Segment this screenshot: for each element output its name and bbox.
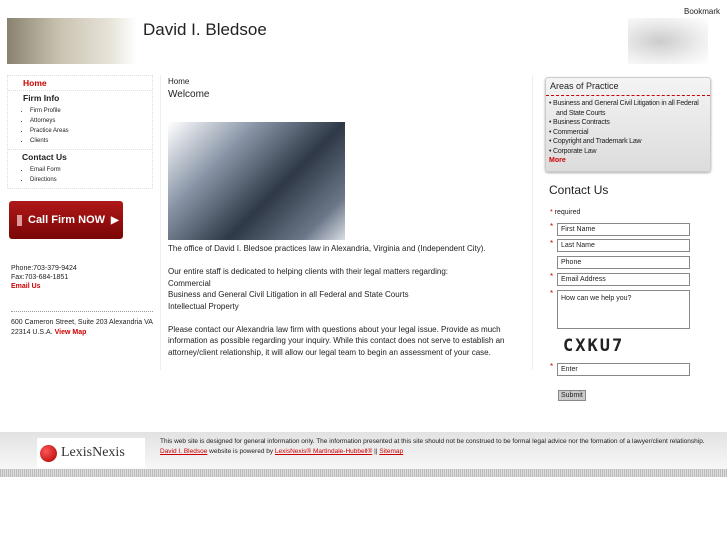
- nav-firm-profile[interactable]: • Firm Profile: [30, 106, 152, 116]
- divider: [532, 75, 533, 370]
- submit-button[interactable]: Submit: [558, 390, 586, 401]
- aop-item[interactable]: • Corporate Law: [549, 147, 707, 157]
- captcha-image: CXKU7: [563, 336, 625, 356]
- area-item: Business and General Civil Litigation in all Federal and State Courts: [168, 290, 409, 299]
- call-firm-label: Call Firm NOW: [28, 214, 106, 226]
- disclaimer: This web site is designed for general information only. The information presented at this site should not be construed to be formal legal advice nor the formation of a lawyer/client relationship.: [160, 438, 705, 445]
- divider: [160, 75, 161, 370]
- area-item: Intellectual Property: [168, 301, 239, 311]
- separator: ||: [374, 448, 378, 455]
- aop-item[interactable]: • Copyright and Trademark Law: [549, 137, 707, 147]
- page-title: David I. Bledsoe: [143, 20, 267, 39]
- fax-number: Fax:703-684-1851: [11, 274, 69, 281]
- martindale-link[interactable]: LexisNexis® Martindale-Hubbell®: [274, 448, 373, 455]
- required-star: *: [550, 239, 554, 248]
- powered-by: website is powered by: [209, 448, 274, 455]
- main-content: [168, 243, 528, 358]
- firm-link[interactable]: David I. Bledsoe: [160, 448, 208, 455]
- phone-input[interactable]: Phone: [557, 256, 690, 269]
- gavel-photo: [168, 122, 345, 240]
- lexisnexis-ball-icon: [40, 445, 57, 462]
- intro-text: The office of David I. Bledsoe practices law in Alexandria, Virginia and (Independent City).: [168, 244, 486, 253]
- nav-firm-info[interactable]: Firm Info: [23, 93, 60, 103]
- captcha-input[interactable]: Enter: [557, 363, 690, 376]
- nav-clients[interactable]: • Clients: [30, 136, 152, 146]
- required-star: *: [550, 272, 554, 281]
- required-star: *: [550, 289, 554, 298]
- aop-item[interactable]: • Commercial: [549, 128, 707, 138]
- welcome-heading: Welcome: [168, 89, 210, 100]
- nav-contact-us[interactable]: Contact Us: [22, 152, 67, 162]
- areas-of-practice-box: [545, 77, 711, 172]
- call-firm-button[interactable]: [9, 201, 123, 239]
- aop-item[interactable]: • Business Contracts: [549, 118, 707, 128]
- address: [11, 311, 153, 338]
- footer-band: [0, 469, 727, 477]
- view-map-link[interactable]: View Map: [54, 329, 87, 336]
- lexisnexis-logo[interactable]: [37, 438, 145, 468]
- email-us-link[interactable]: Email Us: [11, 283, 41, 290]
- contact-info: [11, 264, 77, 291]
- contact-heading: Contact Us: [549, 183, 609, 197]
- contact-text: Please contact our Alexandria law firm with questions about your legal issue. Provide as much information as possible regarding your inquiry. While this contact does not serve to establish an attorney/client relationship, it will allow our legal team to begin an assessment of your case.: [168, 324, 505, 357]
- aop-more-link[interactable]: More: [549, 157, 566, 164]
- left-nav: [7, 75, 153, 189]
- aop-item[interactable]: • Business and General Civil Litigation in all Federal: [549, 99, 707, 109]
- aop-title: Areas of Practice: [546, 78, 710, 96]
- nav-attorneys[interactable]: • Attorneys: [30, 116, 152, 126]
- nav-home[interactable]: Home: [23, 78, 47, 88]
- logo-text: LexisNexis: [61, 445, 125, 460]
- bookmark-link[interactable]: Bookmark: [683, 7, 720, 16]
- sitemap-link[interactable]: Sitemap: [379, 448, 404, 455]
- nav-directions[interactable]: • Directions: [30, 175, 152, 185]
- play-circle-icon: ▶: [111, 214, 119, 226]
- nav-practice-areas[interactable]: • Practice Areas: [30, 126, 152, 136]
- required-note: * required: [550, 209, 581, 216]
- footer-text: [160, 437, 722, 457]
- aop-item-cont[interactable]: and State Courts: [556, 109, 606, 117]
- staff-text: Our entire staff is dedicated to helping clients with their legal matters regarding:: [168, 267, 448, 276]
- phone-number: Phone:703-379-9424: [11, 265, 77, 272]
- breadcrumb[interactable]: Home: [168, 77, 190, 86]
- area-item: Commercial: [168, 278, 211, 288]
- last-name-input[interactable]: Last Name: [557, 239, 690, 252]
- first-name-input[interactable]: First Name: [557, 223, 690, 236]
- nav-email-form[interactable]: • Email Form: [30, 165, 152, 175]
- message-textarea[interactable]: How can we help you?: [557, 290, 690, 329]
- required-star: *: [550, 362, 554, 371]
- email-input[interactable]: Email Address: [557, 273, 690, 286]
- required-label: required: [554, 209, 581, 216]
- required-star: *: [550, 222, 554, 231]
- phone-icon: [17, 215, 22, 226]
- address-text: 600 Cameron Street, Suite 203 Alexandria VA 22314 U.S.A.: [11, 319, 153, 336]
- world-map-image: [628, 18, 708, 64]
- header-banner-image: [7, 18, 137, 64]
